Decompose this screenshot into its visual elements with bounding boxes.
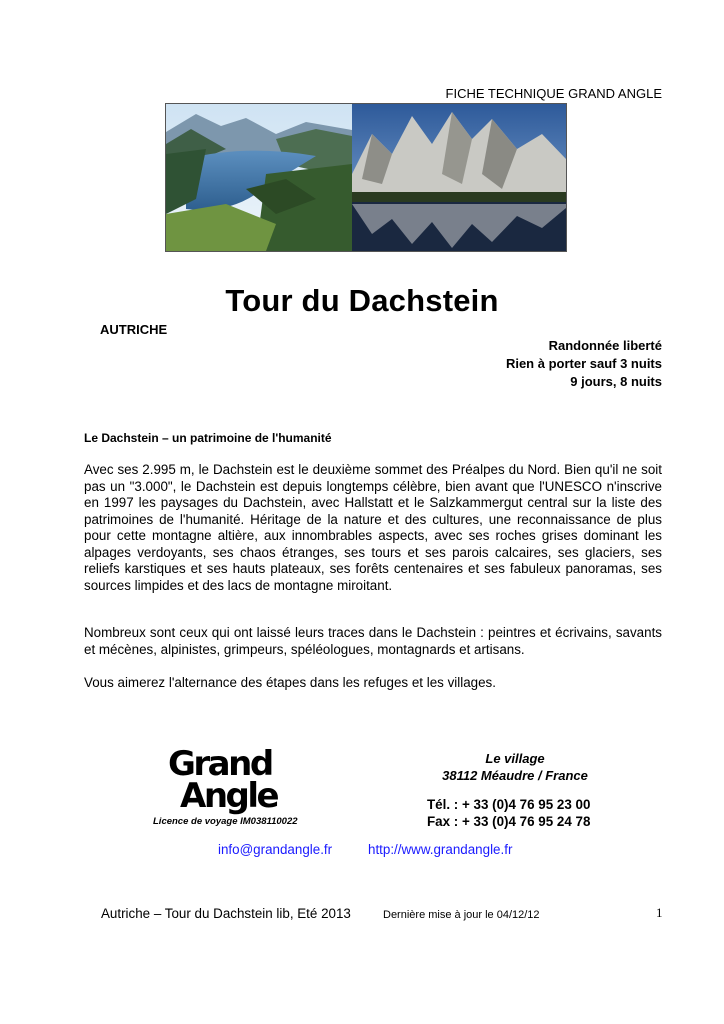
trip-duration: 9 jours, 8 nuits bbox=[570, 374, 662, 389]
trip-country: AUTRICHE bbox=[100, 322, 168, 337]
phone-number: Tél. : + 33 (0)4 76 95 23 00 bbox=[427, 797, 591, 812]
paragraph-closing: Vous aimerez l'alternance des étapes dans les refuges et les villages. bbox=[84, 675, 496, 690]
trip-meta bbox=[506, 337, 662, 391]
travel-license: Licence de voyage IM038110022 bbox=[153, 816, 298, 827]
page-number: 1 bbox=[656, 905, 663, 920]
trip-title: Tour du Dachstein bbox=[225, 283, 499, 318]
company-phones bbox=[427, 797, 590, 830]
logo-word-angle: Angle bbox=[180, 776, 278, 816]
logo-word-grand: Grand bbox=[168, 744, 272, 784]
paragraph-intro: Avec ses 2.995 m, le Dachstein est le deuxième sommet des Préalpes du Nord. Bien qu'il ne soit pas un "3.000", le Dachstein est depuis longtemps célèbre, bien avant que l'UNESCO n'inscrive en 1997 les paysages du Dachstein, avec Hallstatt et le Salzkammergut central sur la liste des patrimoines de l'humanité. Héritage de la nature et des cultures, une reconnaissance de plus pour cette montagne altière, aux innombrables aspects, avec ses roches grises dominant les alpages verdoyants, ses chaos étranges, ses tours et ses parois calcaires, ses glaciers, ses reliefs karstiques et ses hauts plateaux, ses forêts centenaires et ses fabuleux panoramas, ses sources limpides et des lacs de montagne miroitant. bbox=[84, 462, 662, 593]
company-address bbox=[400, 750, 630, 784]
footer-update-date: Dernière mise à jour le 04/12/12 bbox=[383, 909, 540, 921]
address-line-1: Le village bbox=[485, 751, 545, 766]
fax-number: Fax : + 33 (0)4 76 95 24 78 bbox=[427, 813, 591, 829]
trip-type: Randonnée liberté bbox=[548, 338, 662, 353]
header-photo-strip bbox=[165, 103, 567, 252]
footer-text: Autriche – Tour du Dachstein lib, Eté 2013 bbox=[101, 906, 351, 921]
address-line-2: 38112 Méaudre / France bbox=[442, 768, 588, 783]
document-header-label: FICHE TECHNIQUE GRAND ANGLE bbox=[445, 86, 662, 101]
section-heading: Le Dachstein – un patrimoine de l'humanité bbox=[84, 431, 332, 445]
email-link[interactable]: info@grandangle.fr bbox=[218, 842, 333, 857]
website-link[interactable]: http://www.grandangle.fr bbox=[368, 842, 513, 857]
dachstein-peaks-photo bbox=[352, 104, 566, 251]
grand-angle-logo bbox=[168, 744, 283, 816]
paragraph-visitors: Nombreux sont ceux qui ont laissé leurs traces dans le Dachstein : peintres et écrivains, savants et mécènes, alpinistes, grimpeurs, spéléologues, montagnards et artisans. bbox=[84, 625, 662, 657]
lake-valley-photo bbox=[166, 104, 352, 251]
trip-luggage: Rien à porter sauf 3 nuits bbox=[505, 356, 662, 371]
